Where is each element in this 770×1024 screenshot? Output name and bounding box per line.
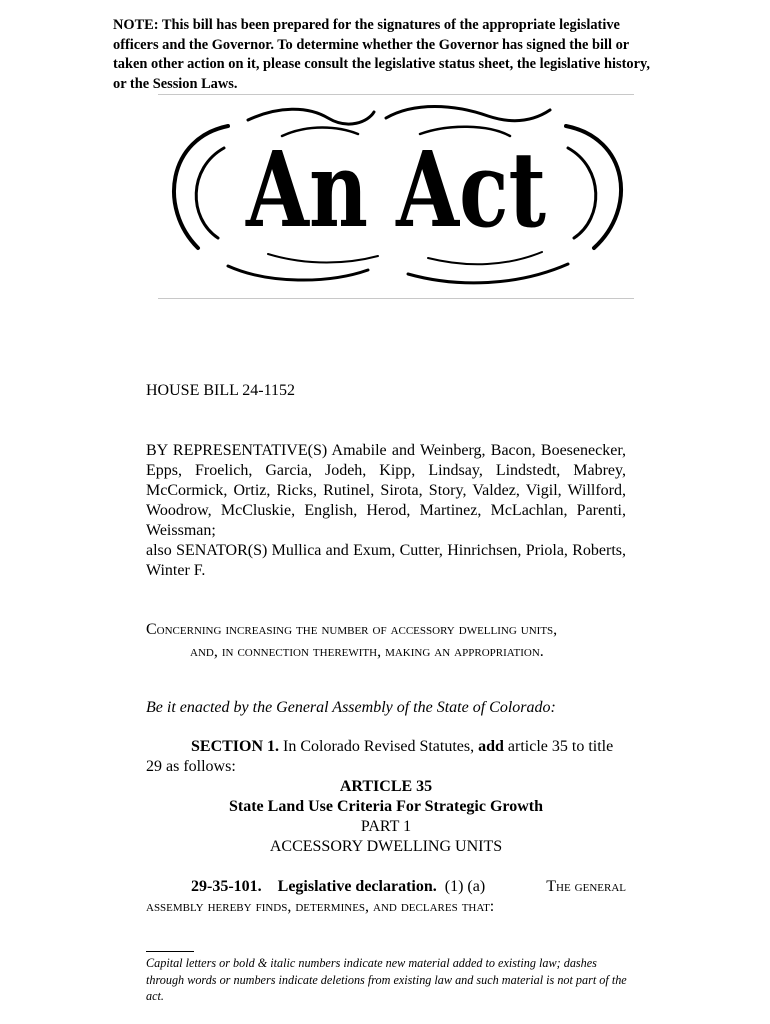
senators-list: also SENATOR(S) Mullica and Exum, Cutter, Hinrichsen, Priola, Roberts, Winter F. [146,542,626,579]
bill-title-line-1: Concerning increasing the number of accessory dwelling units, [146,621,558,638]
flourish-bottom-4 [428,252,542,264]
governor-signature-note: NOTE: This bill has been prepared for the signatures of the appropriate legislative officers and the Governor. To determine whether the Governor has signed the bill or taken other action on it, please consult the legislative status sheet, the legislative history, or the Session Laws. [113,17,650,92]
article-number: ARTICLE 35 [339,778,433,795]
article-heading-block [146,777,626,857]
section-1-line-2: 29 as follows: [146,758,236,775]
banner-top-rule [158,94,634,95]
part-title: ACCESSORY DWELLING UNITS [269,838,503,855]
representatives-list: BY REPRESENTATIVE(S) Amabile and Weinberg, Bacon, Boesenecker, Epps, Froelich, Garcia, Jodeh, Kipp, Lindsay, Lindstedt, Mabrey, McCormick, Ortiz, Ricks, Rutinel, Sirota, Story, Valdez, Vigil, Willford, Woodrow, McCluskie, English, Herod, Martinez, McLachlan, Parenti, Weissman; [146,442,626,539]
flourish-top-3 [386,107,550,121]
section-1-text-before: In Colorado Revised Statutes, [279,738,479,755]
declaration-text-line-2: assembly hereby finds, determines, and declares that: [146,898,495,915]
declaration-heading: Legislative declaration. [277,878,437,895]
flourish-bottom-2 [408,264,568,283]
flourish-outer-right [566,126,621,248]
bill-title [146,619,626,663]
footnote-rule [146,951,194,952]
declaration-text-line-1: The general [546,878,626,895]
declaration-section-number: 29-35-101. [191,878,262,895]
legislative-declaration [146,877,626,917]
part-number: PART 1 [360,818,412,835]
bill-number: HOUSE BILL 24-1152 [146,382,296,399]
section-1-text-after: article 35 to title [503,738,614,755]
section-1-line-1 [146,737,626,757]
declaration-lead [191,877,485,897]
flourish-bottom-1 [228,266,368,280]
declaration-line-1 [146,877,626,897]
section-1-add-word: add [478,738,504,755]
flourish-outer-left [174,126,228,248]
flourish-inner-right [568,148,596,238]
an-act-banner [158,98,634,296]
flourish-bottom-3 [268,254,378,263]
bill-title-line-2: and, in connection therewith, making an appropriation. [190,643,544,660]
flourish-top-1 [248,109,374,124]
flourish-inner-left [196,148,224,238]
declaration-subsection: (1) (a) [444,878,486,895]
an-act-title: An Act [245,128,547,251]
footnote: Capital letters or bold & italic numbers indicate new material added to existing law; dashes through words or numbers indicate deletions from existing law and such material is not part of the act. [146,956,627,1003]
section-1-heading: SECTION 1. [191,738,280,755]
enacting-clause: Be it enacted by the General Assembly of the State of Colorado: [146,699,556,716]
sponsors-block [146,441,626,581]
section-1 [146,737,626,777]
banner-bottom-rule [158,298,634,299]
article-title: State Land Use Criteria For Strategic Growth [228,798,543,815]
